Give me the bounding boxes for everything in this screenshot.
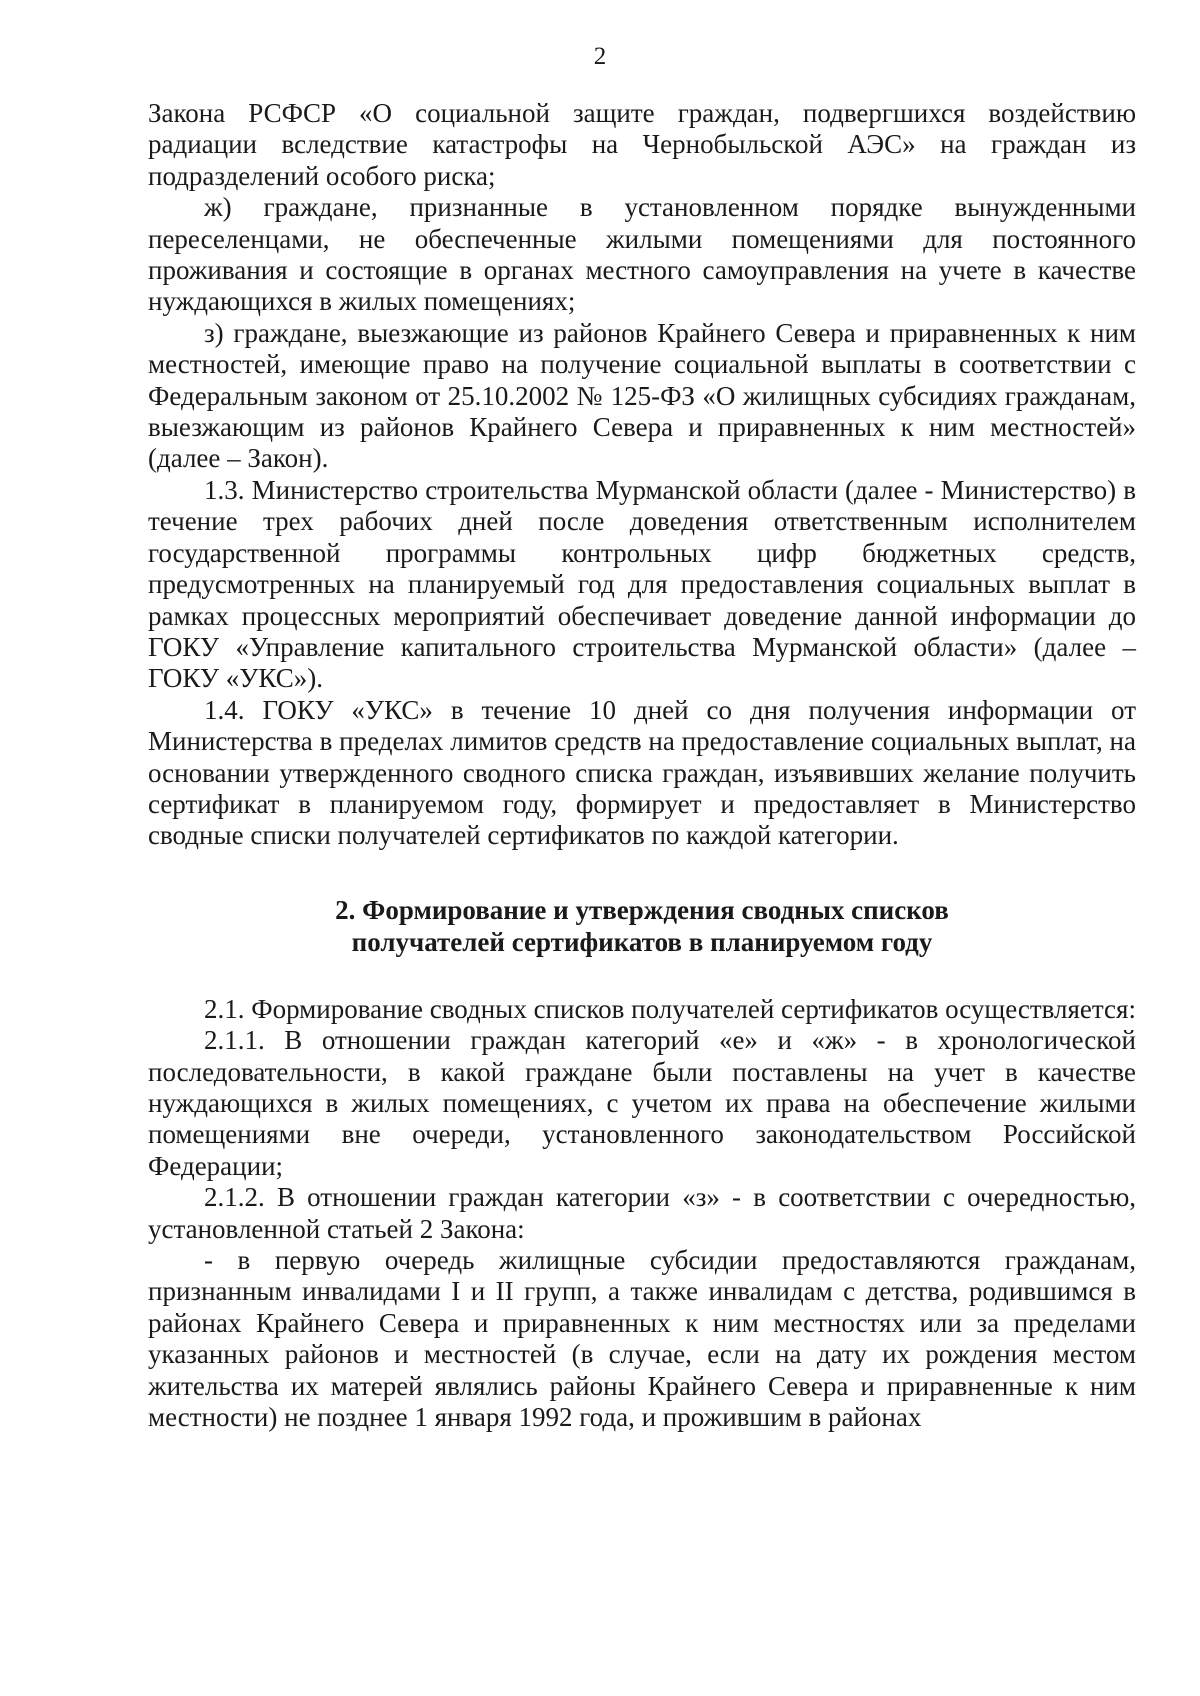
paragraph-2-1-1: 2.1.1. В отношении граждан категорий «е» и «ж» - в хронологической последовательности, в какой граждане были поставлены на учет в качестве нуждающихся в жилых помещениях, с учетом их права на обеспечение жилыми помещениями вне очереди, установленного законодательством Российской Федерации; xyxy=(148,1025,1136,1181)
paragraph-1-3: 1.3. Министерство строительства Мурманской области (далее - Министерство) в течение трех рабочих дней после доведения ответственным исполнителем государственной программы контрольных цифр бюджетных средств, предусмотренных на планируемый год для предоставления социальных выплат в рамках процессных мероприятий обеспечивает доведение данной информации до ГОКУ «Управление капитального строительства Мурманской области» (далее – ГОКУ «УКС»). xyxy=(148,474,1136,694)
page-number: 2 xyxy=(593,43,607,70)
section-heading-line2: получателей сертификатов в планируемом году xyxy=(351,926,933,957)
section-heading-line1: 2. Формирование и утверждения сводных списков xyxy=(335,894,949,925)
paragraph-2-1-2: 2.1.2. В отношении граждан категории «з» - в соответствии с очередностью, установленной статьей 2 Закона: xyxy=(148,1182,1136,1244)
paragraph-continuation: Закона РСФСР «О социальной защите граждан, подвергшихся воздействию радиации вследствие катастрофы на Чернобыльской АЭС» на граждан из подразделений особого риска; xyxy=(148,98,1136,191)
paragraph-2-1: 2.1. Формирование сводных списков получателей сертификатов осуществляется: xyxy=(204,993,1136,1024)
paragraph-item-zh: ж) граждане, признанные в установленном порядке вынужденными переселенцами, не обеспеченные жилыми помещениями для постоянного проживания и состоящие в органах местного самоуправления на учете в качестве нуждающихся в жилых помещениях; xyxy=(148,192,1136,317)
paragraph-item-z: з) граждане, выезжающие из районов Крайнего Севера и приравненных к ним местностей, имеющие право на получение социальной выплаты в соответствии с Федеральным законом от 25.10.2002 № 125-ФЗ «О жилищных субсидиях гражданам, выезжающим из районов Крайнего Севера и приравненных к ним местностей» (далее – Закон). xyxy=(148,317,1136,474)
document-body xyxy=(148,98,1136,1433)
section-heading xyxy=(148,894,1136,958)
paragraph-first-priority: - в первую очередь жилищные субсидии предоставляются гражданам, признанным инвалидами I и II групп, а также инвалидам с детства, родившимся в районах Крайнего Севера и приравненных к ним местностях или за пределами указанных районов и местностей (в случае, если на дату их рождения местом жительства их матерей являлись районы Крайнего Севера и приравненные к ним местности) не позднее 1 января 1992 года, и прожившим в районах xyxy=(148,1245,1136,1433)
paragraph-1-4: 1.4. ГОКУ «УКС» в течение 10 дней со дня получения информации от Министерства в пределах лимитов средств на предоставление социальных выплат, на основании утвержденного сводного списка граждан, изъявивших желание получить сертификат в планируемом году, формирует и предоставляет в Министерство сводные списки получателей сертификатов по каждой категории. xyxy=(148,694,1136,851)
